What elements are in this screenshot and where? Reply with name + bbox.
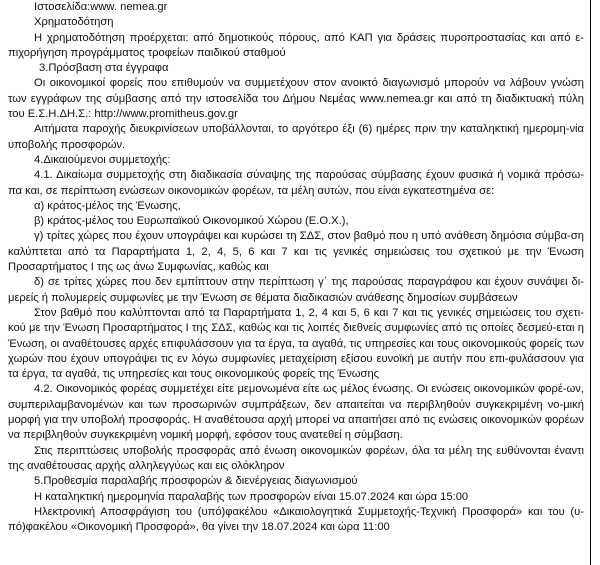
section-5-heading: 5.Προθεσμία παραλαβής προσφορών & διενέργειας διαγωνισμού [34,475,358,488]
section-4-1-paragraph: 4.1. Δικαίωμα συμμετοχής στη διαδικασία σύναψης της παρούσας σύμβασης έχουν φυσικά ή νομικά πρόσω-πα και, σε περίπτωση ενώσεων οικονομικών φορέων, τα μέλη αυτών, που είναι εγκατεστημένα σε: [8,169,584,197]
list-item-d: δ) σε τρίτες χώρες που δεν εμπίπτουν στην περίπτωση γ΄ της παρούσας παραγράφου και έχουν συνάψει δι-μερείς ή πολυμερείς συμφωνίες με την Ένωση σε θέματα διαδικασιών ανάθεσης δημοσίων συμβάσεων [8,276,584,304]
coverage-paragraph: Στον βαθμό που καλύπτονται από τα Παραρτήματα 1, 2, 4 και 5, 6 και 7 και τις γενικές σημειώσεις του σχετι-κού με την Ένωση Προσαρτήματος Ι της ΣΔΣ, καθώς και τις λοιπές διεθνείς συμφωνίες από τις οποίες δεσμεύ-εται η Ένωση, οι αναθέτουσες αρχές επιφυλάσσουν για τα έργα, τα αγαθά, τις υπηρεσίες και τους οικονομικούς φορείς των χωρών που έχουν υπογράψει τις εν λόγω συμφωνίες μεταχείριση εξίσου ευνοϊκή με αυτήν που επι-φυλάσσουν για τα έργα, τα αγαθά, τις υπηρεσίες και τους οικονομικούς φορείς της Ένωσης [8,306,584,381]
clarifications-paragraph: Αιτήματα παροχής διευκρινίσεων υποβάλλονται, το αργότερο έξι (6) ημέρες πριν την καταληκτική ημερομη-νία υποβολής προσφορών. [8,123,584,151]
list-item-a: α) κράτος-μέλος της Ένωσης, [34,199,181,212]
section-4-heading: 4.Δικαιούμενοι συμμετοχής: [34,153,171,166]
deadline-paragraph: Η καταληκτική ημερομηνία παραλαβής των προσφορών είναι 15.07.2024 και ώρα 15:00 [34,490,469,503]
document-body [8,0,584,535]
page-border-line [590,0,591,565]
joint-liability-paragraph: Στις περιπτώσεις υποβολής προσφοράς από ένωση οικονομικών φορέων, όλα τα μέλη της ευθύνονται έναντι της αναθέτουσας αρχής αλληλεγγύως και εις ολόκληρον [8,444,584,472]
funding-heading: Χρηματοδότηση [34,16,114,29]
section-4-2-paragraph: 4.2. Οικονομικός φορέας συμμετέχει είτε μεμονωμένα είτε ως μέλος ένωσης. Οι ενώσεις οικονομικών φορέ-ων, συμπεριλαμβανομένων και των προσωρινών συμπράξεων, δεν απαιτείται να περιβληθούν συγκεκριμένη νο-μική μορφή για την υποβολή προσφοράς. Η αναθέτουσα αρχή μπορεί να απαιτήσει από τις ενώσεις οικονομικών φορέων να περιβληθούν συγκεκριμένη νομική μορφή, εφόσον τους ανατεθεί η σύμβαση. [8,383,584,442]
list-item-c: γ) τρίτες χώρες που έχουν υπογράψει και κυρώσει τη ΣΔΣ, στον βαθμό που η υπό ανάθεση δημόσια σύμβα-ση καλύπτεται από τα Παραρτήματα 1, 2, 4, 5, 6 και 7 και τις γενικές σημειώσεις του σχετικού με την Ένωση Προσαρτήματος Ι της ως άνω Συμφωνίας, καθώς και [8,230,584,274]
website-line: Ιστοσελίδα:www. nemea.gr [34,1,168,13]
funding-paragraph: Η χρηματοδότηση προέρχεται: από δημοτικούς πόρους, από ΚΑΠ για δράσεις πυροπροστασίας και από ε-πιχορήγηση προγράμματος τροφείων παιδικού σταθμού [8,31,584,59]
unsealing-paragraph: Ηλεκτρονική Αποσφράγιση του (υπό)φακέλου «Δικαιολογητικά Συμμετοχής-Τεχνική Προσφορά» και του (υ-πό)φακέλου «Οικονομική Προσφορά», θα γίνει την 18.07.2024 και ώρα 11:00 [8,505,584,534]
section-3-heading: 3.Πρόσβαση στα έγγραφα [39,62,169,75]
document-access-paragraph: Οι οικονομικοί φορείς που επιθυμούν να συμμετέχουν στον ανοικτό διαγωνισμό μπορούν να λάβουν γνώση των εγγράφων της σύμβασης από την ιστοσελίδα του Δήμου Νεμέας www.nemea.gr και από τη διαδικτυακή πύλη του Ε.Σ.Η.ΔΗ.Σ.: http://www.promitheus.gov.gr [8,77,584,121]
list-item-b: β) κράτος-μέλος του Ευρωπαϊκού Οικονομικού Χώρου (Ε.Ο.Χ.), [34,215,349,228]
